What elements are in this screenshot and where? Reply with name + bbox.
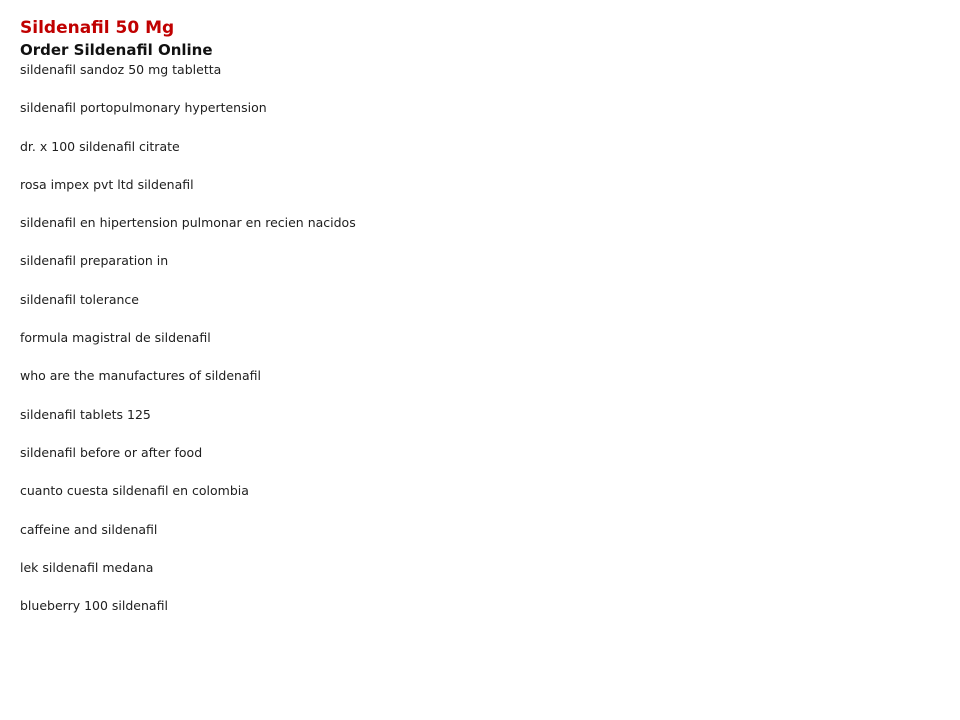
- list-item[interactable]: sildenafil before or after food: [20, 444, 203, 460]
- list-item[interactable]: sildenafil portopulmonary hypertension: [20, 100, 267, 116]
- list-item[interactable]: sildenafil sandoz 50 mg tabletta: [20, 62, 222, 77]
- page-content: [20, 17, 940, 636]
- page-title: Sildenafil 50 Mg: [20, 18, 175, 38]
- list-item[interactable]: rosa impex pvt ltd sildenafil: [20, 176, 194, 192]
- list-item[interactable]: dr. x 100 sildenafil citrate: [20, 138, 180, 154]
- list-item[interactable]: formula magistral de sildenafil: [20, 330, 211, 346]
- list-item[interactable]: sildenafil en hipertension pulmonar en recien nacidos: [20, 215, 356, 231]
- list-item[interactable]: who are the manufactures of sildenafil: [20, 368, 261, 384]
- list-item[interactable]: lek sildenafil medana: [20, 559, 154, 575]
- list-item[interactable]: caffeine and sildenafil: [20, 521, 158, 537]
- list-item[interactable]: blueberry 100 sildenafil: [20, 598, 168, 614]
- list-item[interactable]: sildenafil tablets 125: [20, 406, 151, 422]
- link-list: [20, 62, 940, 613]
- list-item[interactable]: sildenafil preparation in: [20, 253, 169, 269]
- list-item[interactable]: sildenafil tolerance: [20, 291, 139, 307]
- page-subtitle: Order Sildenafil Online: [20, 41, 213, 59]
- list-item[interactable]: cuanto cuesta sildenafil en colombia: [20, 483, 249, 499]
